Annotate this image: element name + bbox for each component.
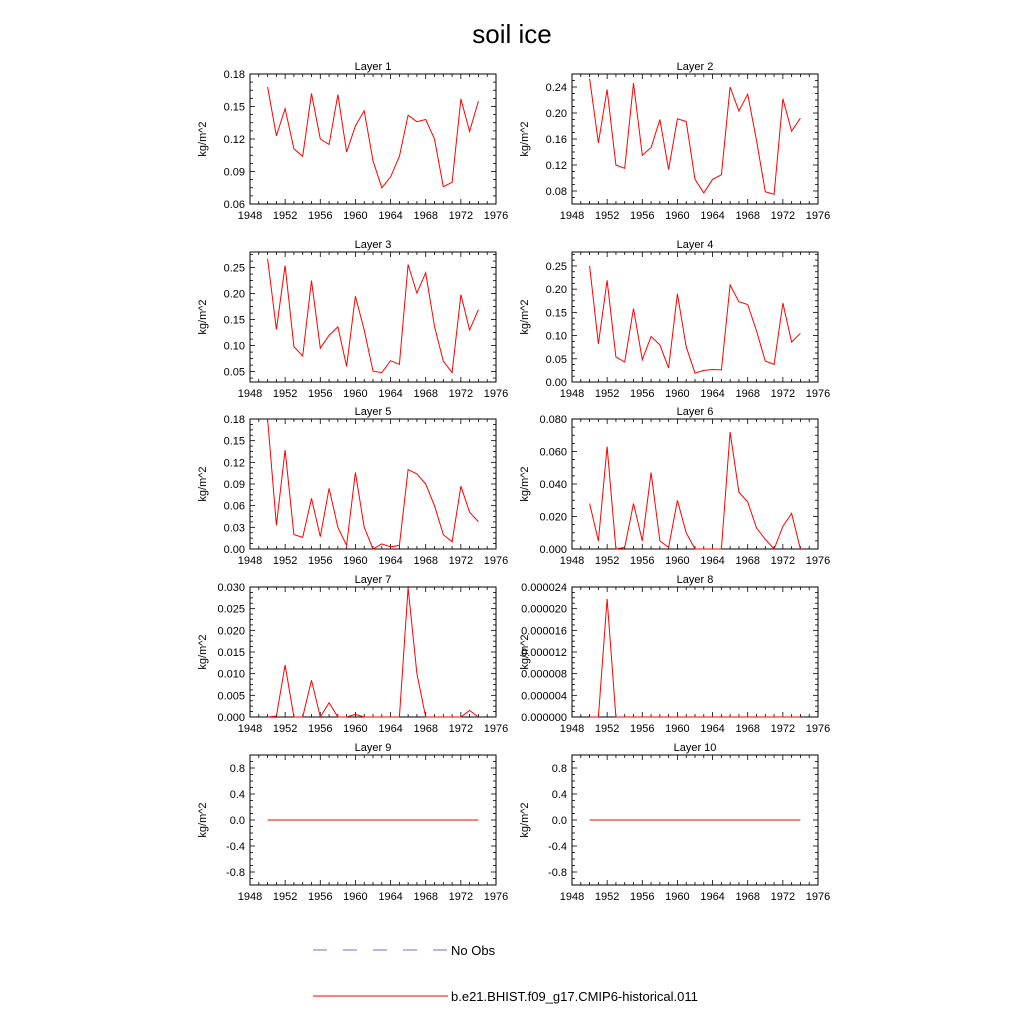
x-tick-label: 1968: [413, 555, 438, 567]
y-tick-label: -0.4: [548, 841, 567, 853]
panel-layer-10: [519, 742, 830, 903]
x-tick-label: 1968: [735, 891, 760, 903]
y-tick-label: 0.08: [545, 186, 567, 198]
y-tick-label: 0.00: [545, 377, 567, 389]
x-tick-label: 1964: [378, 891, 403, 903]
y-tick-label: 0.020: [539, 511, 567, 524]
y-axis-label: kg/m^2: [197, 299, 209, 335]
x-tick-label: 1952: [272, 555, 298, 567]
y-tick-label: 0.18: [223, 69, 245, 81]
y-tick-label: 0.015: [217, 647, 245, 659]
y-tick-label: 0.09: [223, 166, 245, 179]
y-tick-label: 0.05: [545, 353, 567, 366]
y-tick-label: 0.20: [223, 288, 245, 301]
series-line-layer-8: [590, 599, 801, 717]
y-tick-label: 0.06: [223, 500, 245, 513]
x-tick-label: 1952: [594, 388, 620, 400]
x-tick-label: 1960: [665, 210, 690, 222]
x-tick-label: 1972: [770, 210, 796, 222]
x-tick-label: 1976: [805, 891, 831, 903]
y-axis-label: kg/m^2: [197, 466, 209, 502]
series-line-layer-1: [268, 87, 479, 188]
y-tick-label: 0.12: [223, 134, 245, 146]
y-axis-label: kg/m^2: [519, 634, 531, 670]
x-tick-label: 1948: [559, 555, 585, 567]
x-tick-label: 1976: [805, 210, 831, 222]
x-tick-label: 1960: [665, 388, 690, 400]
x-tick-label: 1960: [665, 723, 690, 735]
series-line-layer-6: [590, 432, 801, 549]
x-tick-label: 1952: [594, 891, 620, 903]
x-tick-label: 1960: [665, 891, 690, 903]
x-tick-label: 1948: [559, 891, 585, 903]
y-tick-label: 0.12: [223, 457, 245, 470]
y-tick-label: 0.0: [551, 815, 567, 827]
y-tick-label: 0.10: [545, 330, 567, 343]
x-tick-label: 1976: [483, 891, 509, 903]
panel-layer-8: [519, 574, 830, 735]
series-line-layer-4: [590, 266, 801, 373]
x-tick-label: 1968: [413, 891, 438, 903]
panel-layer-6: [519, 406, 830, 567]
x-tick-label: 1948: [559, 723, 585, 735]
panel-title: Layer 6: [676, 406, 714, 418]
x-tick-label: 1964: [378, 555, 403, 567]
x-tick-label: 1948: [237, 210, 263, 222]
x-tick-label: 1952: [594, 555, 620, 567]
x-tick-label: 1960: [343, 555, 368, 567]
y-tick-label: 0.000: [539, 544, 567, 556]
y-tick-label: 0.010: [217, 668, 245, 681]
x-tick-label: 1956: [630, 555, 655, 567]
x-tick-label: 1952: [272, 891, 298, 903]
x-tick-label: 1960: [665, 555, 690, 567]
plot-frame: [250, 74, 496, 204]
x-tick-label: 1948: [237, 555, 263, 567]
y-tick-label: 0.15: [223, 314, 245, 327]
x-tick-label: 1968: [735, 388, 760, 400]
plot-frame: [250, 587, 496, 717]
y-tick-label: 0.18: [223, 414, 245, 426]
y-tick-label: 0.000008: [521, 668, 567, 681]
x-tick-label: 1952: [594, 723, 620, 735]
panel-title: Layer 1: [354, 61, 392, 73]
x-tick-label: 1976: [483, 555, 509, 567]
x-tick-label: 1964: [378, 723, 403, 735]
x-tick-label: 1968: [735, 210, 760, 222]
x-tick-label: 1956: [630, 891, 655, 903]
x-tick-label: 1960: [343, 891, 368, 903]
x-tick-label: 1976: [483, 388, 509, 400]
y-axis-label: kg/m^2: [519, 802, 531, 838]
y-tick-label: 0.15: [545, 307, 567, 320]
x-tick-label: 1968: [735, 723, 760, 735]
y-tick-label: 0.040: [539, 479, 567, 491]
panel-layer-3: [197, 239, 508, 400]
x-tick-label: 1956: [308, 210, 333, 222]
x-tick-label: 1972: [448, 388, 474, 400]
panel-layer-5: [197, 406, 508, 567]
panel-layer-9: [197, 742, 508, 903]
y-tick-label: 0.24: [545, 82, 567, 94]
x-tick-label: 1976: [805, 388, 831, 400]
x-tick-label: 1960: [343, 388, 368, 400]
x-tick-label: 1976: [483, 723, 509, 735]
y-tick-label: 0.0: [229, 815, 245, 827]
y-tick-label: 0.20: [545, 284, 567, 297]
panel-title: Layer 9: [354, 742, 392, 754]
x-tick-label: 1952: [272, 210, 298, 222]
x-tick-label: 1964: [700, 388, 725, 400]
y-tick-label: 0.000: [217, 712, 245, 724]
y-tick-label: -0.4: [226, 841, 245, 853]
y-tick-label: 0.00: [223, 544, 245, 556]
plot-frame: [572, 74, 818, 204]
y-axis-label: kg/m^2: [519, 299, 531, 335]
series-line-layer-3: [268, 259, 479, 373]
y-tick-label: 0.10: [223, 340, 245, 353]
y-tick-label: 0.4: [551, 789, 567, 801]
chart-title: soil ice: [472, 19, 552, 49]
y-tick-label: 0.080: [539, 414, 567, 426]
y-tick-label: 0.03: [223, 522, 245, 535]
x-tick-label: 1964: [378, 210, 403, 222]
y-tick-label: 0.4: [229, 789, 245, 801]
y-tick-label: 0.05: [223, 366, 245, 379]
y-tick-label: 0.000024: [521, 582, 567, 594]
legend: [313, 943, 698, 1004]
y-axis-label: kg/m^2: [519, 121, 531, 157]
y-tick-label: -0.8: [226, 867, 245, 879]
x-tick-label: 1972: [770, 555, 796, 567]
x-tick-label: 1956: [308, 388, 333, 400]
y-tick-label: 0.15: [223, 435, 245, 448]
y-tick-label: 0.16: [545, 134, 567, 146]
series-line-layer-2: [590, 79, 801, 195]
plot-frame: [572, 587, 818, 717]
y-tick-label: 0.000012: [521, 647, 567, 659]
y-tick-label: 0.000016: [521, 625, 567, 638]
panel-title: Layer 7: [354, 574, 392, 586]
x-tick-label: 1960: [343, 210, 368, 222]
x-tick-label: 1956: [308, 723, 333, 735]
y-tick-label: 0.25: [545, 260, 567, 273]
y-tick-label: 0.020: [217, 625, 245, 638]
panel-title: Layer 10: [673, 742, 717, 754]
panel-title: Layer 8: [676, 574, 714, 586]
y-tick-label: 0.025: [217, 603, 245, 616]
x-tick-label: 1964: [378, 388, 403, 400]
x-tick-label: 1972: [448, 891, 474, 903]
x-tick-label: 1976: [483, 210, 509, 222]
plot-frame: [250, 252, 496, 382]
x-tick-label: 1972: [770, 723, 796, 735]
series-line-layer-5: [268, 419, 479, 549]
x-tick-label: 1972: [770, 891, 796, 903]
x-tick-label: 1976: [805, 555, 831, 567]
x-tick-label: 1964: [700, 210, 725, 222]
y-tick-label: 0.25: [223, 262, 245, 275]
x-tick-label: 1956: [630, 210, 655, 222]
legend-label-no-obs: No Obs: [451, 943, 496, 958]
x-tick-label: 1956: [630, 723, 655, 735]
x-tick-label: 1972: [448, 210, 474, 222]
x-tick-label: 1956: [308, 891, 333, 903]
x-tick-label: 1948: [237, 388, 263, 400]
x-tick-label: 1948: [559, 388, 585, 400]
x-tick-label: 1948: [237, 723, 263, 735]
panel-layer-2: [519, 61, 830, 222]
x-tick-label: 1972: [448, 555, 474, 567]
x-tick-label: 1968: [413, 210, 438, 222]
y-axis-label: kg/m^2: [197, 634, 209, 670]
y-tick-label: 0.000020: [521, 603, 567, 616]
y-tick-label: 0.060: [539, 446, 567, 459]
legend-label-model-run: b.e21.BHIST.f09_g17.CMIP6-historical.011: [451, 989, 698, 1004]
y-tick-label: 0.000004: [521, 690, 567, 703]
panel-layer-1: [197, 61, 508, 222]
y-tick-label: -0.8: [548, 867, 567, 879]
y-axis-label: kg/m^2: [519, 466, 531, 502]
x-tick-label: 1964: [700, 555, 725, 567]
x-tick-label: 1956: [630, 388, 655, 400]
y-tick-label: 0.8: [551, 763, 567, 775]
plot-frame: [250, 419, 496, 549]
y-tick-label: 0.09: [223, 479, 245, 491]
panel-layer-7: [197, 574, 508, 735]
x-tick-label: 1972: [448, 723, 474, 735]
series-line-layer-7: [268, 588, 479, 717]
x-tick-label: 1964: [700, 723, 725, 735]
panel-title: Layer 2: [676, 61, 714, 73]
x-tick-label: 1948: [559, 210, 585, 222]
panel-grid: [197, 61, 830, 903]
y-tick-label: 0.12: [545, 160, 567, 172]
plot-frame: [572, 419, 818, 549]
y-axis-label: kg/m^2: [197, 802, 209, 838]
x-tick-label: 1972: [770, 388, 796, 400]
x-tick-label: 1952: [272, 388, 298, 400]
panel-title: Layer 4: [676, 239, 714, 251]
x-tick-label: 1976: [805, 723, 831, 735]
x-tick-label: 1964: [700, 891, 725, 903]
x-tick-label: 1960: [343, 723, 368, 735]
x-tick-label: 1956: [308, 555, 333, 567]
panel-title: Layer 5: [354, 406, 392, 418]
x-tick-label: 1952: [272, 723, 298, 735]
x-tick-label: 1968: [735, 555, 760, 567]
y-tick-label: 0.000000: [521, 712, 567, 724]
x-tick-label: 1968: [413, 388, 438, 400]
y-tick-label: 0.20: [545, 108, 567, 120]
y-tick-label: 0.15: [223, 101, 245, 114]
x-tick-label: 1968: [413, 723, 438, 735]
panel-layer-4: [519, 239, 830, 400]
y-tick-label: 0.030: [217, 582, 245, 594]
y-tick-label: 0.005: [217, 690, 245, 703]
panel-title: Layer 3: [354, 239, 392, 251]
x-tick-label: 1952: [594, 210, 620, 222]
y-tick-label: 0.06: [223, 199, 245, 211]
y-axis-label: kg/m^2: [197, 121, 209, 157]
y-tick-label: 0.8: [229, 763, 245, 775]
x-tick-label: 1948: [237, 891, 263, 903]
